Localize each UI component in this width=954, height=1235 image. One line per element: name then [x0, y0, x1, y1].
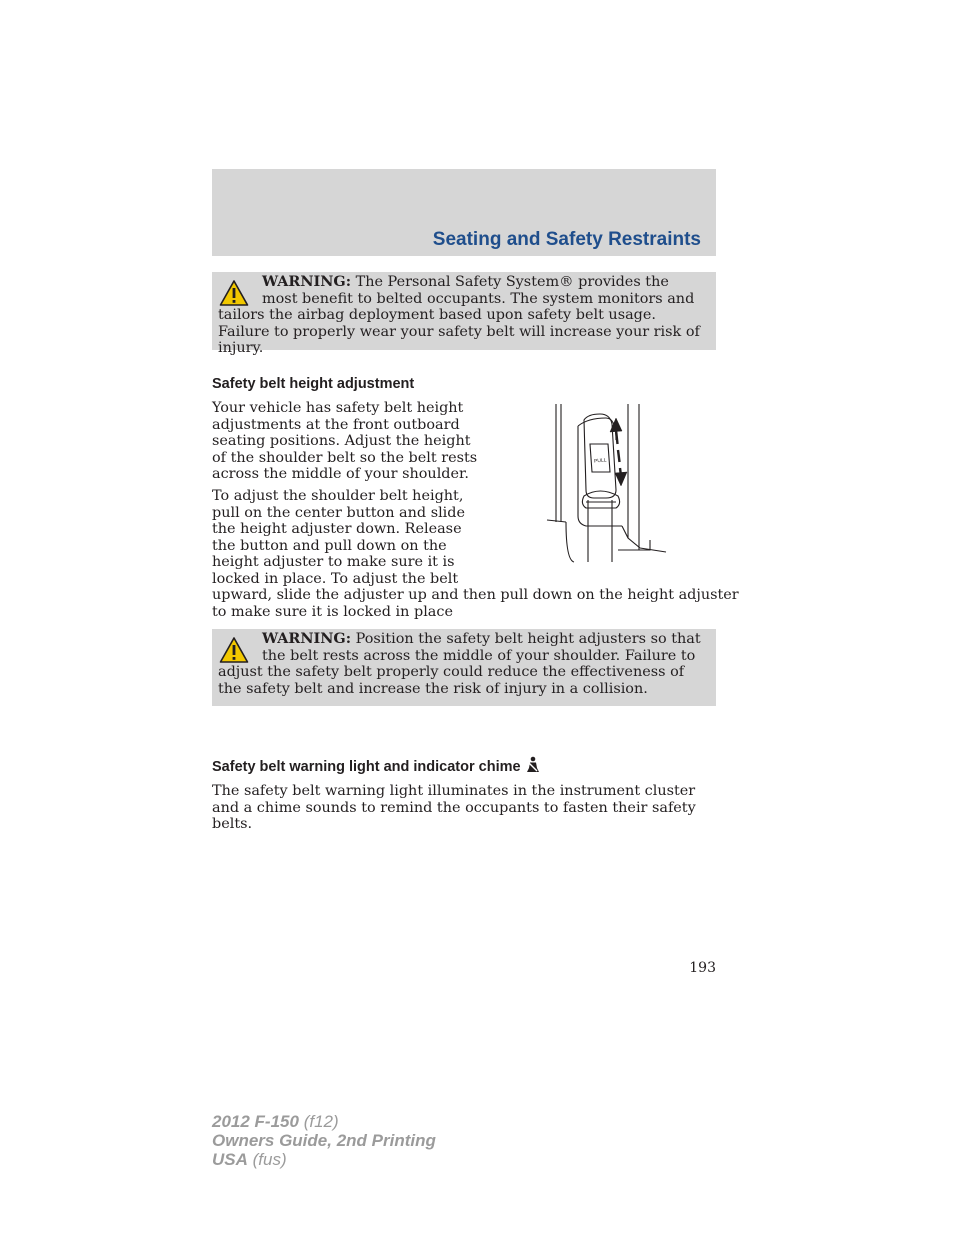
text-line: adjustments at the front outboard	[212, 416, 460, 433]
text-line: the button and pull down on the	[212, 537, 447, 554]
warning-light-paragraph: The safety belt warning light illuminates in the instrument cluster and a chime sounds to remind the occupants to fasten their safety belts.	[212, 783, 696, 832]
text-line: upward, slide the adjuster up and then pull down on the height adjuster	[212, 587, 739, 603]
height-adjustment-paragraph-1	[212, 400, 477, 483]
text-line: height adjuster to make sure it is	[212, 554, 455, 570]
text-line: of the shoulder belt so the belt rests	[212, 449, 478, 466]
text-line: across the middle of your shoulder.	[212, 466, 469, 482]
belt-height-adjuster-illustration	[544, 400, 668, 566]
heading-warning-light-text: Safety belt warning light and indicator chime	[212, 759, 521, 775]
heading-height-adjustment: Safety belt height adjustment	[212, 376, 415, 392]
warning-label: WARNING:	[262, 273, 352, 290]
footer-line-1	[212, 1112, 436, 1131]
text-line: the height adjuster down. Release	[212, 521, 462, 537]
warning-triangle-icon	[219, 636, 249, 664]
text-line: to make sure it is locked in place	[212, 603, 453, 620]
warning-text: Position the safety belt height adjusters so that the belt rests across the middle of your shoulder. Failure to adjust the safety belt properly could reduce the effectiveness of the safety belt and increase the risk of injury in a collision.	[218, 631, 701, 697]
warning-box-personal-safety	[212, 272, 716, 356]
header-band	[212, 169, 716, 256]
footer	[212, 1112, 436, 1169]
warning-text: The Personal Safety System® provides the most benefit to belted occupants. The system monitors and tailors the airbag deployment based upon safety belt usage. Failure to properly wear your safety belt will increase your risk of injury.	[218, 274, 700, 356]
footer-market: USA	[212, 1150, 248, 1169]
text-line: seating positions. Adjust the height	[212, 433, 471, 449]
section-title: Seating and Safety Restraints	[432, 229, 701, 250]
warning-label: WARNING:	[262, 630, 352, 647]
footer-model: 2012 F-150	[212, 1112, 299, 1131]
text-line: locked in place. To adjust the belt	[212, 570, 459, 587]
footer-line-3	[212, 1150, 436, 1169]
warning-triangle-icon	[219, 279, 249, 307]
page-number: 193	[689, 960, 716, 976]
seatbelt-occupant-icon	[525, 756, 540, 773]
text-line: Your vehicle has safety belt height	[212, 400, 464, 416]
text-line: To adjust the shoulder belt height,	[212, 488, 464, 504]
text-line: pull on the center button and slide	[212, 504, 466, 521]
footer-guide: Owners Guide, 2nd Printing	[212, 1131, 436, 1150]
pull-button-label: PULL	[593, 457, 607, 465]
heading-warning-light	[212, 756, 540, 775]
footer-model-code: (f12)	[303, 1112, 339, 1131]
warning-box-height-adjusters	[212, 629, 716, 706]
footer-market-code: (fus)	[252, 1150, 287, 1169]
footer-line-2	[212, 1131, 436, 1150]
